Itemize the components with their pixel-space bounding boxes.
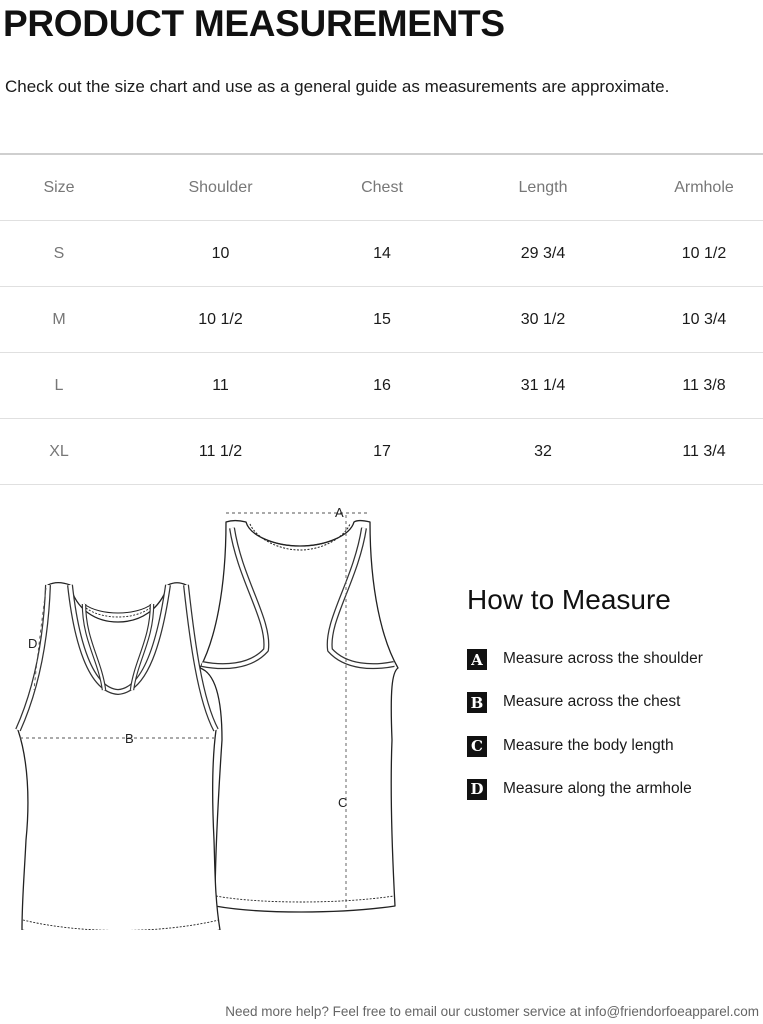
size-cell: M — [0, 287, 118, 353]
table-row — [0, 287, 763, 353]
length-cell: 30 1/2 — [441, 287, 645, 353]
armhole-cell: 10 1/2 — [645, 221, 763, 287]
header-shoulder: Shoulder — [118, 154, 323, 221]
letter-d-badge-icon: D — [467, 779, 487, 800]
header-armhole: Armhole — [645, 154, 763, 221]
instruction-text: Measure across the shoulder — [503, 650, 703, 667]
chest-cell: 15 — [323, 287, 441, 353]
armhole-cell: 11 3/8 — [645, 353, 763, 419]
header-length: Length — [441, 154, 645, 221]
header-chest: Chest — [323, 154, 441, 221]
table-row — [0, 353, 763, 419]
how-to-measure-list — [467, 648, 703, 821]
table-row — [0, 419, 763, 485]
armhole-cell: 10 3/4 — [645, 287, 763, 353]
size-chart-table — [0, 153, 763, 485]
shoulder-cell: 11 1/2 — [118, 419, 323, 485]
table-header-row — [0, 154, 763, 221]
shoulder-cell: 10 — [118, 221, 323, 287]
intro-text: Check out the size chart and use as a general guide as measurements are approximate. — [5, 77, 670, 96]
instruction-text: Measure along the armhole — [503, 779, 692, 797]
list-item — [467, 648, 703, 691]
tank-top-back — [200, 521, 398, 913]
footer-help-text: Need more help? Feel free to email our customer service at info@friendorfoeapparel.com — [225, 1004, 759, 1019]
measure-label-c: C — [338, 795, 348, 810]
list-item — [467, 691, 703, 734]
letter-a-badge-icon: A — [467, 649, 487, 670]
measure-label-b: B — [125, 731, 134, 746]
tank-top-diagram — [0, 490, 420, 930]
size-cell: XL — [0, 419, 118, 485]
instruction-text: Measure the body length — [503, 736, 674, 754]
page-title: PRODUCT MEASUREMENTS — [3, 3, 505, 44]
measure-label-a: A — [335, 505, 344, 520]
size-cell: S — [0, 221, 118, 287]
letter-b-badge-icon: B — [467, 692, 487, 713]
shoulder-cell: 10 1/2 — [118, 287, 323, 353]
list-item — [467, 735, 703, 778]
letter-c-badge-icon: C — [467, 736, 487, 757]
length-cell: 32 — [441, 419, 645, 485]
chest-cell: 14 — [323, 221, 441, 287]
instruction-text: Measure across the chest — [503, 693, 681, 711]
measure-label-d: D — [28, 636, 38, 651]
tank-top-front — [18, 583, 220, 930]
chest-cell: 16 — [323, 353, 441, 419]
list-item — [467, 778, 703, 821]
armhole-cell: 11 3/4 — [645, 419, 763, 485]
size-cell: L — [0, 353, 118, 419]
how-to-measure-title: How to Measure — [467, 584, 671, 615]
length-cell: 31 1/4 — [441, 353, 645, 419]
shoulder-cell: 11 — [118, 353, 323, 419]
length-cell: 29 3/4 — [441, 221, 645, 287]
header-size: Size — [0, 154, 118, 221]
chest-cell: 17 — [323, 419, 441, 485]
table-row — [0, 221, 763, 287]
